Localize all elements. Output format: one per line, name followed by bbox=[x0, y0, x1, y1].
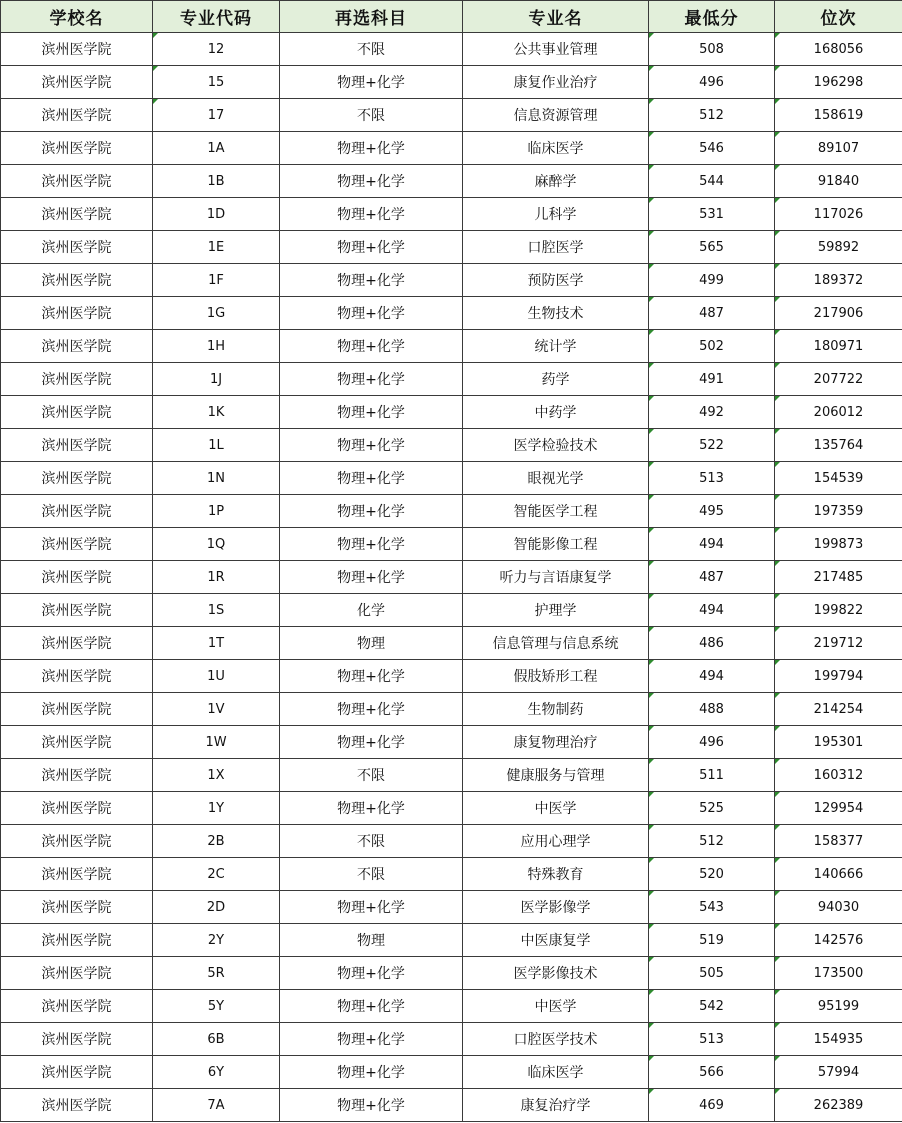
cell-major-name: 医学影像学 bbox=[463, 891, 649, 924]
cell-subjects: 物理+化学 bbox=[280, 957, 463, 990]
cell-major-code: 1D bbox=[153, 198, 280, 231]
cell-min-score: 494 bbox=[649, 594, 775, 627]
cell-min-score: 511 bbox=[649, 759, 775, 792]
cell-subjects: 物理+化学 bbox=[280, 792, 463, 825]
cell-rank: 91840 bbox=[775, 165, 902, 198]
cell-major-code: 1L bbox=[153, 429, 280, 462]
cell-subjects: 物理+化学 bbox=[280, 1089, 463, 1122]
cell-min-score: 525 bbox=[649, 792, 775, 825]
cell-major-name: 中药学 bbox=[463, 396, 649, 429]
cell-subjects: 物理 bbox=[280, 627, 463, 660]
cell-min-score: 546 bbox=[649, 132, 775, 165]
cell-subjects: 不限 bbox=[280, 759, 463, 792]
cell-min-score: 486 bbox=[649, 627, 775, 660]
cell-school: 滨州医学院 bbox=[1, 924, 153, 957]
cell-school: 滨州医学院 bbox=[1, 1023, 153, 1056]
table-row bbox=[1, 429, 902, 462]
table-row bbox=[1, 165, 902, 198]
cell-subjects: 物理+化学 bbox=[280, 990, 463, 1023]
cell-school: 滨州医学院 bbox=[1, 264, 153, 297]
cell-rank: 158619 bbox=[775, 99, 902, 132]
header-row bbox=[1, 1, 902, 33]
cell-major-name: 信息资源管理 bbox=[463, 99, 649, 132]
cell-subjects: 物理+化学 bbox=[280, 495, 463, 528]
cell-rank: 142576 bbox=[775, 924, 902, 957]
table-row bbox=[1, 264, 902, 297]
cell-rank: 95199 bbox=[775, 990, 902, 1023]
cell-school: 滨州医学院 bbox=[1, 1056, 153, 1089]
cell-major-code: 1W bbox=[153, 726, 280, 759]
cell-school: 滨州医学院 bbox=[1, 429, 153, 462]
cell-min-score: 491 bbox=[649, 363, 775, 396]
cell-rank: 168056 bbox=[775, 33, 902, 66]
table-row bbox=[1, 495, 902, 528]
cell-rank: 117026 bbox=[775, 198, 902, 231]
cell-major-name: 康复作业治疗 bbox=[463, 66, 649, 99]
cell-min-score: 492 bbox=[649, 396, 775, 429]
cell-school: 滨州医学院 bbox=[1, 726, 153, 759]
cell-min-score: 566 bbox=[649, 1056, 775, 1089]
cell-major-name: 麻醉学 bbox=[463, 165, 649, 198]
table-row bbox=[1, 1056, 902, 1089]
cell-min-score: 522 bbox=[649, 429, 775, 462]
cell-major-name: 健康服务与管理 bbox=[463, 759, 649, 792]
header-subjects: 再选科目 bbox=[280, 1, 463, 33]
cell-rank: 57994 bbox=[775, 1056, 902, 1089]
cell-rank: 154539 bbox=[775, 462, 902, 495]
cell-rank: 197359 bbox=[775, 495, 902, 528]
cell-major-code: 6Y bbox=[153, 1056, 280, 1089]
cell-min-score: 513 bbox=[649, 1023, 775, 1056]
cell-major-name: 特殊教育 bbox=[463, 858, 649, 891]
cell-major-name: 中医学 bbox=[463, 990, 649, 1023]
cell-major-name: 生物技术 bbox=[463, 297, 649, 330]
cell-subjects: 不限 bbox=[280, 99, 463, 132]
table-row bbox=[1, 594, 902, 627]
cell-major-code: 15 bbox=[153, 66, 280, 99]
cell-major-code: 2D bbox=[153, 891, 280, 924]
table-row bbox=[1, 1089, 902, 1122]
cell-major-name: 临床医学 bbox=[463, 1056, 649, 1089]
cell-school: 滨州医学院 bbox=[1, 693, 153, 726]
cell-school: 滨州医学院 bbox=[1, 396, 153, 429]
cell-rank: 217485 bbox=[775, 561, 902, 594]
cell-rank: 59892 bbox=[775, 231, 902, 264]
cell-school: 滨州医学院 bbox=[1, 561, 153, 594]
cell-min-score: 494 bbox=[649, 660, 775, 693]
cell-min-score: 542 bbox=[649, 990, 775, 1023]
cell-rank: 129954 bbox=[775, 792, 902, 825]
cell-major-name: 假肢矫形工程 bbox=[463, 660, 649, 693]
cell-school: 滨州医学院 bbox=[1, 495, 153, 528]
cell-subjects: 物理+化学 bbox=[280, 396, 463, 429]
cell-school: 滨州医学院 bbox=[1, 297, 153, 330]
cell-rank: 160312 bbox=[775, 759, 902, 792]
cell-major-code: 1Y bbox=[153, 792, 280, 825]
cell-major-name: 中医康复学 bbox=[463, 924, 649, 957]
cell-major-name: 儿科学 bbox=[463, 198, 649, 231]
cell-major-code: 1F bbox=[153, 264, 280, 297]
cell-school: 滨州医学院 bbox=[1, 330, 153, 363]
cell-rank: 158377 bbox=[775, 825, 902, 858]
cell-subjects: 物理+化学 bbox=[280, 462, 463, 495]
cell-min-score: 502 bbox=[649, 330, 775, 363]
table-row bbox=[1, 957, 902, 990]
cell-major-code: 2C bbox=[153, 858, 280, 891]
cell-min-score: 505 bbox=[649, 957, 775, 990]
cell-rank: 173500 bbox=[775, 957, 902, 990]
cell-major-code: 1K bbox=[153, 396, 280, 429]
cell-rank: 180971 bbox=[775, 330, 902, 363]
table-row bbox=[1, 825, 902, 858]
table-row bbox=[1, 792, 902, 825]
cell-rank: 206012 bbox=[775, 396, 902, 429]
cell-school: 滨州医学院 bbox=[1, 891, 153, 924]
cell-major-code: 1G bbox=[153, 297, 280, 330]
cell-subjects: 化学 bbox=[280, 594, 463, 627]
cell-school: 滨州医学院 bbox=[1, 825, 153, 858]
cell-min-score: 512 bbox=[649, 825, 775, 858]
cell-rank: 219712 bbox=[775, 627, 902, 660]
cell-min-score: 565 bbox=[649, 231, 775, 264]
cell-rank: 262389 bbox=[775, 1089, 902, 1122]
cell-major-code: 1J bbox=[153, 363, 280, 396]
cell-major-code: 1R bbox=[153, 561, 280, 594]
cell-min-score: 544 bbox=[649, 165, 775, 198]
cell-school: 滨州医学院 bbox=[1, 462, 153, 495]
cell-min-score: 487 bbox=[649, 561, 775, 594]
cell-subjects: 物理+化学 bbox=[280, 726, 463, 759]
table-row bbox=[1, 561, 902, 594]
cell-school: 滨州医学院 bbox=[1, 132, 153, 165]
cell-school: 滨州医学院 bbox=[1, 66, 153, 99]
table-row bbox=[1, 858, 902, 891]
cell-major-code: 1N bbox=[153, 462, 280, 495]
table-row bbox=[1, 330, 902, 363]
cell-subjects: 不限 bbox=[280, 33, 463, 66]
cell-min-score: 495 bbox=[649, 495, 775, 528]
cell-major-code: 2Y bbox=[153, 924, 280, 957]
cell-min-score: 531 bbox=[649, 198, 775, 231]
cell-subjects: 物理+化学 bbox=[280, 264, 463, 297]
cell-major-name: 智能影像工程 bbox=[463, 528, 649, 561]
header-major-code: 专业代码 bbox=[153, 1, 280, 33]
cell-min-score: 508 bbox=[649, 33, 775, 66]
table-row bbox=[1, 66, 902, 99]
cell-min-score: 487 bbox=[649, 297, 775, 330]
cell-major-code: 1X bbox=[153, 759, 280, 792]
cell-major-name: 信息管理与信息系统 bbox=[463, 627, 649, 660]
cell-major-code: 7A bbox=[153, 1089, 280, 1122]
cell-major-code: 1B bbox=[153, 165, 280, 198]
cell-major-code: 1U bbox=[153, 660, 280, 693]
header-min-score: 最低分 bbox=[649, 1, 775, 33]
cell-rank: 94030 bbox=[775, 891, 902, 924]
cell-school: 滨州医学院 bbox=[1, 858, 153, 891]
cell-min-score: 513 bbox=[649, 462, 775, 495]
table-row bbox=[1, 660, 902, 693]
table-row bbox=[1, 297, 902, 330]
cell-min-score: 519 bbox=[649, 924, 775, 957]
cell-school: 滨州医学院 bbox=[1, 198, 153, 231]
cell-major-name: 康复物理治疗 bbox=[463, 726, 649, 759]
cell-major-name: 医学影像技术 bbox=[463, 957, 649, 990]
cell-rank: 199794 bbox=[775, 660, 902, 693]
cell-subjects: 物理+化学 bbox=[280, 528, 463, 561]
cell-major-code: 5Y bbox=[153, 990, 280, 1023]
cell-min-score: 469 bbox=[649, 1089, 775, 1122]
cell-major-code: 1Q bbox=[153, 528, 280, 561]
cell-school: 滨州医学院 bbox=[1, 528, 153, 561]
cell-school: 滨州医学院 bbox=[1, 363, 153, 396]
table-row bbox=[1, 891, 902, 924]
cell-major-code: 1E bbox=[153, 231, 280, 264]
cell-subjects: 物理 bbox=[280, 924, 463, 957]
cell-rank: 214254 bbox=[775, 693, 902, 726]
cell-min-score: 499 bbox=[649, 264, 775, 297]
cell-major-name: 口腔医学技术 bbox=[463, 1023, 649, 1056]
cell-major-name: 预防医学 bbox=[463, 264, 649, 297]
cell-major-code: 12 bbox=[153, 33, 280, 66]
cell-major-name: 临床医学 bbox=[463, 132, 649, 165]
cell-major-name: 药学 bbox=[463, 363, 649, 396]
cell-rank: 135764 bbox=[775, 429, 902, 462]
cell-subjects: 物理+化学 bbox=[280, 561, 463, 594]
cell-school: 滨州医学院 bbox=[1, 627, 153, 660]
cell-major-name: 眼视光学 bbox=[463, 462, 649, 495]
table-body bbox=[1, 33, 902, 1122]
cell-major-name: 生物制药 bbox=[463, 693, 649, 726]
cell-min-score: 494 bbox=[649, 528, 775, 561]
cell-major-name: 应用心理学 bbox=[463, 825, 649, 858]
cell-min-score: 512 bbox=[649, 99, 775, 132]
table-row bbox=[1, 33, 902, 66]
cell-school: 滨州医学院 bbox=[1, 594, 153, 627]
cell-major-code: 1S bbox=[153, 594, 280, 627]
cell-rank: 199822 bbox=[775, 594, 902, 627]
cell-school: 滨州医学院 bbox=[1, 990, 153, 1023]
cell-major-name: 统计学 bbox=[463, 330, 649, 363]
cell-subjects: 不限 bbox=[280, 858, 463, 891]
cell-rank: 89107 bbox=[775, 132, 902, 165]
cell-school: 滨州医学院 bbox=[1, 165, 153, 198]
cell-school: 滨州医学院 bbox=[1, 231, 153, 264]
cell-rank: 217906 bbox=[775, 297, 902, 330]
cell-school: 滨州医学院 bbox=[1, 1089, 153, 1122]
cell-subjects: 物理+化学 bbox=[280, 693, 463, 726]
cell-major-name: 智能医学工程 bbox=[463, 495, 649, 528]
cell-school: 滨州医学院 bbox=[1, 792, 153, 825]
cell-major-name: 公共事业管理 bbox=[463, 33, 649, 66]
cell-rank: 154935 bbox=[775, 1023, 902, 1056]
cell-major-code: 5R bbox=[153, 957, 280, 990]
cell-major-name: 康复治疗学 bbox=[463, 1089, 649, 1122]
table-row bbox=[1, 396, 902, 429]
cell-min-score: 520 bbox=[649, 858, 775, 891]
table-row bbox=[1, 627, 902, 660]
cell-min-score: 488 bbox=[649, 693, 775, 726]
table-row bbox=[1, 231, 902, 264]
table-row bbox=[1, 726, 902, 759]
table-row bbox=[1, 198, 902, 231]
cell-subjects: 物理+化学 bbox=[280, 1023, 463, 1056]
header-school: 学校名 bbox=[1, 1, 153, 33]
cell-major-code: 1T bbox=[153, 627, 280, 660]
cell-major-code: 6B bbox=[153, 1023, 280, 1056]
cell-rank: 199873 bbox=[775, 528, 902, 561]
cell-subjects: 物理+化学 bbox=[280, 297, 463, 330]
cell-major-code: 1V bbox=[153, 693, 280, 726]
table-row bbox=[1, 693, 902, 726]
table-row bbox=[1, 363, 902, 396]
cell-major-code: 1A bbox=[153, 132, 280, 165]
cell-major-code: 17 bbox=[153, 99, 280, 132]
cell-min-score: 496 bbox=[649, 726, 775, 759]
cell-subjects: 物理+化学 bbox=[280, 1056, 463, 1089]
cell-rank: 189372 bbox=[775, 264, 902, 297]
cell-major-code: 1P bbox=[153, 495, 280, 528]
table-row bbox=[1, 528, 902, 561]
cell-subjects: 物理+化学 bbox=[280, 132, 463, 165]
cell-subjects: 物理+化学 bbox=[280, 330, 463, 363]
cell-school: 滨州医学院 bbox=[1, 33, 153, 66]
cell-school: 滨州医学院 bbox=[1, 759, 153, 792]
cell-subjects: 物理+化学 bbox=[280, 363, 463, 396]
table-row bbox=[1, 759, 902, 792]
cell-min-score: 543 bbox=[649, 891, 775, 924]
cell-subjects: 物理+化学 bbox=[280, 891, 463, 924]
cell-min-score: 496 bbox=[649, 66, 775, 99]
cell-rank: 140666 bbox=[775, 858, 902, 891]
cell-major-name: 口腔医学 bbox=[463, 231, 649, 264]
cell-major-code: 1H bbox=[153, 330, 280, 363]
cell-major-name: 中医学 bbox=[463, 792, 649, 825]
table-row bbox=[1, 132, 902, 165]
table-row bbox=[1, 462, 902, 495]
cell-rank: 196298 bbox=[775, 66, 902, 99]
cell-rank: 207722 bbox=[775, 363, 902, 396]
cell-major-name: 医学检验技术 bbox=[463, 429, 649, 462]
table-row bbox=[1, 99, 902, 132]
cell-rank: 195301 bbox=[775, 726, 902, 759]
cell-major-name: 听力与言语康复学 bbox=[463, 561, 649, 594]
cell-subjects: 物理+化学 bbox=[280, 66, 463, 99]
cell-subjects: 物理+化学 bbox=[280, 198, 463, 231]
cell-subjects: 物理+化学 bbox=[280, 165, 463, 198]
table-header bbox=[1, 1, 902, 33]
cell-school: 滨州医学院 bbox=[1, 99, 153, 132]
cell-major-code: 2B bbox=[153, 825, 280, 858]
cell-subjects: 物理+化学 bbox=[280, 429, 463, 462]
cell-subjects: 物理+化学 bbox=[280, 660, 463, 693]
cell-major-name: 护理学 bbox=[463, 594, 649, 627]
cell-school: 滨州医学院 bbox=[1, 957, 153, 990]
table-row bbox=[1, 1023, 902, 1056]
cell-subjects: 不限 bbox=[280, 825, 463, 858]
header-rank: 位次 bbox=[775, 1, 902, 33]
header-major-name: 专业名 bbox=[463, 1, 649, 33]
cell-subjects: 物理+化学 bbox=[280, 231, 463, 264]
table-row bbox=[1, 990, 902, 1023]
table-row bbox=[1, 924, 902, 957]
cell-school: 滨州医学院 bbox=[1, 660, 153, 693]
